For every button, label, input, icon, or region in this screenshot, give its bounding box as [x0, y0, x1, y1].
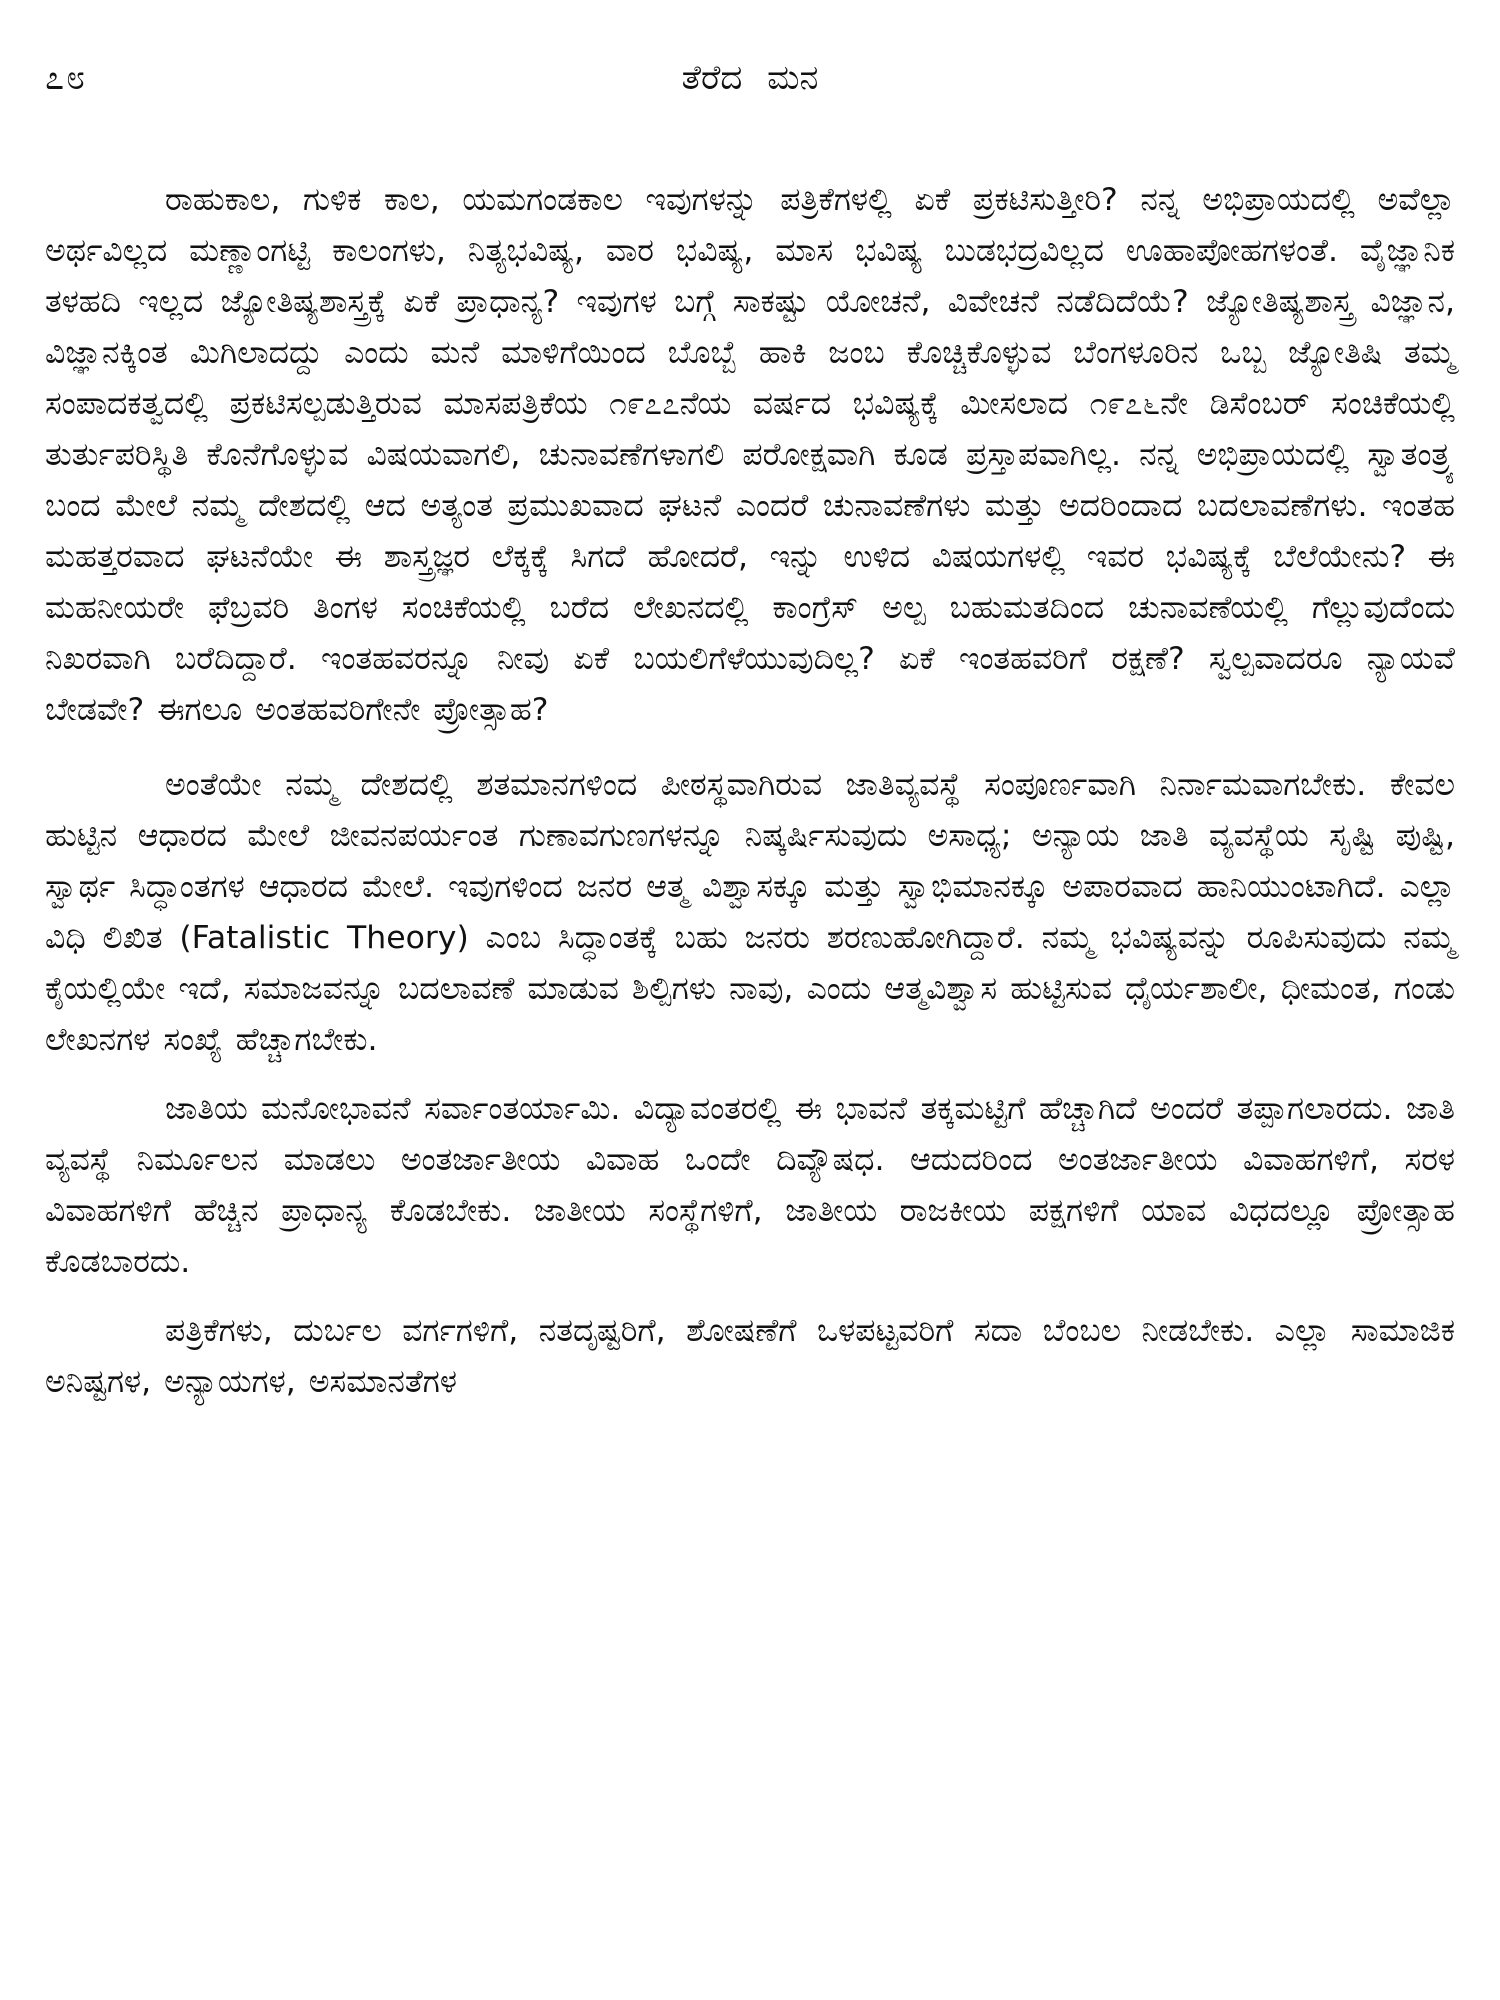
body-text	[45, 175, 1455, 1408]
book-page	[45, 40, 1455, 1980]
paragraph: ಪತ್ರಿಕೆಗಳು, ದುರ್ಬಲ ವರ್ಗಗಳಿಗೆ, ನತದೃಷ್ಟರಿಗೆ, ಶೋಷಣೆಗೆ ಒಳಪಟ್ಟವರಿಗೆ ಸದಾ ಬೆಂಬಲ ನೀಡಬೇಕು. ಎಲ್ಲಾ ಸಾಮಾಜಿಕ ಅನಿಷ್ಟಗಳ, ಅನ್ಯಾಯಗಳ, ಅಸಮಾನತೆಗಳ	[45, 1313, 1455, 1400]
paragraph: ರಾಹುಕಾಲ, ಗುಳಿಕ ಕಾಲ, ಯಮಗಂಡಕಾಲ ಇವುಗಳನ್ನು ಪತ್ರಿಕೆಗಳಲ್ಲಿ ಏಕೆ ಪ್ರಕಟಿಸುತ್ತೀರಿ? ನನ್ನ ಅಭಿಪ್ರಾಯದಲ್ಲಿ ಅವೆಲ್ಲಾ ಅರ್ಥವಿಲ್ಲದ ಮಣ್ಣಾಂಗಟ್ಟಿ ಕಾಲಂಗಳು, ನಿತ್ಯಭವಿಷ್ಯ, ವಾರ ಭವಿಷ್ಯ, ಮಾಸ ಭವಿಷ್ಯ ಬುಡಭದ್ರವಿಲ್ಲದ ಊಹಾಪೋಹಗಳಂತೆ. ವೈಜ್ಞಾನಿಕ ತಳಹದಿ ಇಲ್ಲದ ಜ್ಯೋತಿಷ್ಯಶಾಸ್ತ್ರಕ್ಕೆ ಏಕೆ ಪ್ರಾಧಾನ್ಯ? ಇವುಗಳ ಬಗ್ಗೆ ಸಾಕಷ್ಟು ಯೋಚನೆ, ವಿವೇಚನೆ ನಡೆದಿದೆಯೆ? ಜ್ಯೋತಿಷ್ಯಶಾಸ್ತ್ರ ವಿಜ್ಞಾನ, ವಿಜ್ಞಾನಕ್ಕಿಂತ ಮಿಗಿಲಾದದ್ದು ಎಂದು ಮನೆ ಮಾಳಿಗೆಯಿಂದ ಬೊಬ್ಬೆ ಹಾಕಿ ಜಂಬ ಕೊಚ್ಚಿಕೊಳ್ಳುವ ಬೆಂಗಳೂರಿನ ಒಬ್ಬ ಜ್ಯೋತಿಷಿ ತಮ್ಮ ಸಂಪಾದಕತ್ವದಲ್ಲಿ ಪ್ರಕಟಿಸಲ್ಪಡುತ್ತಿರುವ ಮಾಸಪತ್ರಿಕೆಯ ೧೯೭೭ನೆಯ ವರ್ಷದ ಭವಿಷ್ಯಕ್ಕೆ ಮೀಸಲಾದ ೧೯೭೬ನೇ ಡಿಸೆಂಬರ್ ಸಂಚಿಕೆಯಲ್ಲಿ ತುರ್ತುಪರಿಸ್ಥಿತಿ ಕೊನೆಗೊಳ್ಳುವ ವಿಷಯವಾಗಲಿ, ಚುನಾವಣೆಗಳಾಗಲಿ ಪರೋಕ್ಷವಾಗಿ ಕೂಡ ಪ್ರಸ್ತಾಪವಾಗಿಲ್ಲ. ನನ್ನ ಅಭಿಪ್ರಾಯದಲ್ಲಿ ಸ್ವಾತಂತ್ರ್ಯ ಬಂದ ಮೇಲೆ ನಮ್ಮ ದೇಶದಲ್ಲಿ ಆದ ಅತ್ಯಂತ ಪ್ರಮುಖವಾದ ಘಟನೆ ಎಂದರೆ ಚುನಾವಣೆಗಳು ಮತ್ತು ಅದರಿಂದಾದ ಬದಲಾವಣೆಗಳು. ಇಂತಹ ಮಹತ್ತರವಾದ ಘಟನೆಯೇ ಈ ಶಾಸ್ತ್ರಜ್ಞರ ಲೆಕ್ಕಕ್ಕೆ ಸಿಗದೆ ಹೋದರೆ, ಇನ್ನು ಉಳಿದ ವಿಷಯಗಳಲ್ಲಿ ಇವರ ಭವಿಷ್ಯಕ್ಕೆ ಬೆಲೆಯೇನು? ಈ ಮಹನೀಯರೇ ಫೆಬ್ರವರಿ ತಿಂಗಳ ಸಂಚಿಕೆಯಲ್ಲಿ ಬರೆದ ಲೇಖನದಲ್ಲಿ ಕಾಂಗ್ರೆಸ್ ಅಲ್ಪ ಬಹುಮತದಿಂದ ಚುನಾವಣೆಯಲ್ಲಿ ಗೆಲ್ಲುವುದೆಂದು ನಿಖರವಾಗಿ ಬರೆದಿದ್ದಾರೆ. ಇಂತಹವರನ್ನೂ ನೀವು ಏಕೆ ಬಯಲಿಗೆಳೆಯುವುದಿಲ್ಲ? ಏಕೆ ಇಂತಹವರಿಗೆ ರಕ್ಷಣೆ? ಸ್ವಲ್ಪವಾದರೂ ನ್ಯಾಯವೆ ಬೇಡವೇ? ಈಗಲೂ ಅಂತಹವರಿಗೇನೇ ಪ್ರೋತ್ಸಾಹ?	[45, 182, 1455, 728]
page-header	[45, 40, 1455, 120]
paragraph: ಜಾತಿಯ ಮನೋಭಾವನೆ ಸರ್ವಾಂತರ್ಯಾಮಿ. ವಿದ್ಯಾವಂತರಲ್ಲಿ ಈ ಭಾವನೆ ತಕ್ಕಮಟ್ಟಿಗೆ ಹೆಚ್ಚಾಗಿದೆ ಅಂದರೆ ತಪ್ಪಾಗಲಾರದು. ಜಾತಿ ವ್ಯವಸ್ಥೆ ನಿರ್ಮೂಲನ ಮಾಡಲು ಅಂತರ್ಜಾತೀಯ ವಿವಾಹ ಒಂದೇ ದಿವ್ಯೌಷಧ. ಆದುದರಿಂದ ಅಂತರ್ಜಾತೀಯ ವಿವಾಹಗಳಿಗೆ, ಸರಳ ವಿವಾಹಗಳಿಗೆ ಹೆಚ್ಚಿನ ಪ್ರಾಧಾನ್ಯ ಕೊಡಬೇಕು. ಜಾತೀಯ ಸಂಸ್ಥೆಗಳಿಗೆ, ಜಾತೀಯ ರಾಜಕೀಯ ಪಕ್ಷಗಳಿಗೆ ಯಾವ ವಿಧದಲ್ಲೂ ಪ್ರೋತ್ಸಾಹ ಕೊಡಬಾರದು.	[45, 1091, 1455, 1280]
running-title: ತೆರೆದ ಮನ	[681, 58, 819, 98]
paragraph: ಅಂತೆಯೇ ನಮ್ಮ ದೇಶದಲ್ಲಿ ಶತಮಾನಗಳಿಂದ ಪೀಠಸ್ಥವಾಗಿರುವ ಜಾತಿವ್ಯವಸ್ಥೆ ಸಂಪೂರ್ಣವಾಗಿ ನಿರ್ನಾಮವಾಗಬೇಕು. ಕೇವಲ ಹುಟ್ಟಿನ ಆಧಾರದ ಮೇಲೆ ಜೀವನಪರ್ಯಂತ ಗುಣಾವಗುಣಗಳನ್ನೂ ನಿಷ್ಕರ್ಷಿಸುವುದು ಅಸಾಧ್ಯ; ಅನ್ಯಾಯ ಜಾತಿ ವ್ಯವಸ್ಥೆಯ ಸೃಷ್ಟಿ ಪುಷ್ಟಿ, ಸ್ವಾರ್ಥ ಸಿದ್ಧಾಂತಗಳ ಆಧಾರದ ಮೇಲೆ. ಇವುಗಳಿಂದ ಜನರ ಆತ್ಮ ವಿಶ್ವಾಸಕ್ಕೂ ಮತ್ತು ಸ್ವಾಭಿಮಾನಕ್ಕೂ ಅಪಾರವಾದ ಹಾನಿಯುಂಟಾಗಿದೆ. ಎಲ್ಲಾ ವಿಧಿ ಲಿಖಿತ (Fatalistic Theory) ಎಂಬ ಸಿದ್ಧಾಂತಕ್ಕೆ ಬಹು ಜನರು ಶರಣುಹೋಗಿದ್ದಾರೆ. ನಮ್ಮ ಭವಿಷ್ಯವನ್ನು ರೂಪಿಸುವುದು ನಮ್ಮ ಕೈಯಲ್ಲಿಯೇ ಇದೆ, ಸಮಾಜವನ್ನೂ ಬದಲಾವಣೆ ಮಾಡುವ ಶಿಲ್ಪಿಗಳು ನಾವು, ಎಂದು ಆತ್ಮವಿಶ್ವಾಸ ಹುಟ್ಟಿಸುವ ಧೈರ್ಯಶಾಲೀ, ಧೀಮಂತ, ಗಂಡು ಲೇಖನಗಳ ಸಂಖ್ಯೆ ಹೆಚ್ಚಾಗಬೇಕು.	[45, 767, 1455, 1058]
page-number: ೭೮	[45, 58, 88, 98]
